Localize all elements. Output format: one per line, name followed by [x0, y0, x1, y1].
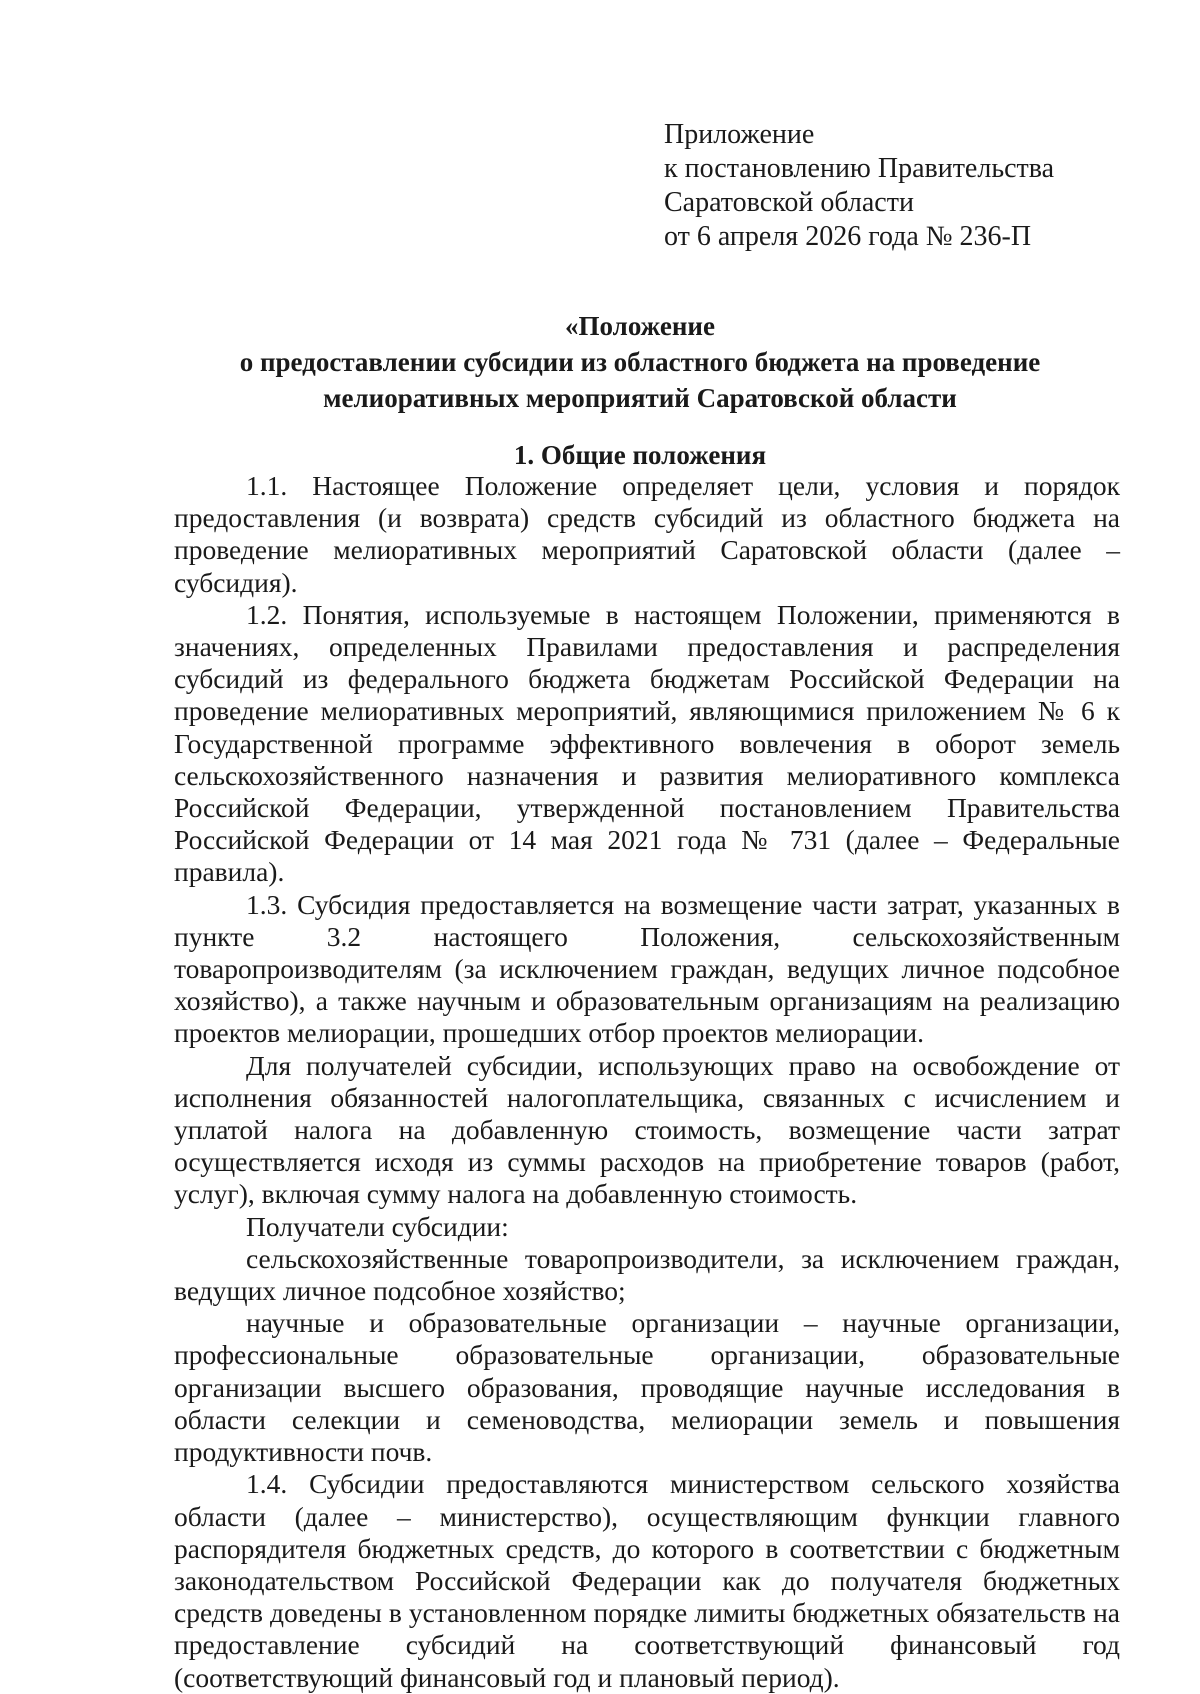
paragraph-vat: Для получателей субсидии, использующих право на освобождение от исполнения обязанностей налогоплательщика, связанных с исчислением и уплатой налога на добавленную стоимость, возмещение части затрат осуществляется исходя из суммы расходов на приобретение товаров (работ, услуг), включая сумму налога на добавленную стоимость. [174, 1049, 1120, 1210]
title-line: о предоставлении субсидии из областного бюджета на проведение [239, 347, 1041, 377]
paragraph-recipients-heading: Получатели субсидии: [246, 1210, 509, 1242]
appendix-block [664, 118, 1054, 254]
body-text [174, 470, 1120, 1694]
appendix-line: к постановлению Правительства [664, 153, 1055, 184]
paragraph-1-4: 1.4. Субсидии предоставляются министерством сельского хозяйства области (далее – министерство), осуществляющим функции главного распорядителя бюджетных средств, до которого в соответствии с бюджетным законодательством Российской Федерации как до получателя бюджетных средств доведены в установленном порядке лимиты бюджетных обязательств на предоставление субсидий на соответствующий финансовый год (соответствующий финансовый год и плановый период). [174, 1468, 1120, 1693]
document-title [160, 308, 1120, 416]
paragraph-1-2: 1.2. Понятия, используемые в настоящем Положении, применяются в значениях, определенных Правилами предоставления и распределения субсидий из федерального бюджета бюджетам Российской Федерации на проведение мелиоративных мероприятий, являющимися приложением № 6 к Государственной программе эффективного вовлечения в оборот земель сельскохозяйственного назначения и развития мелиоративного комплекса Российской Федерации, утвержденной постановлением Правительства Российской Федерации от 14 мая 2021 года № 731 (далее – Федеральные правила). [174, 598, 1120, 888]
appendix-line: Саратовской области [664, 187, 914, 218]
title-line: мелиоративных мероприятий Саратовской области [323, 383, 957, 413]
section-heading: 1. Общие положения [513, 440, 767, 470]
paragraph-recipients-science: научные и образовательные организации – научные организации, профессиональные образовательные организации, образовательные организации высшего образования, проводящие научные исследования в области селекции и семеноводства, мелиорации земель и повышения продуктивности почв. [174, 1307, 1120, 1468]
appendix-line: Приложение [664, 119, 815, 150]
appendix-date-line: от 6 апреля 2026 года № 236-П [664, 221, 1032, 252]
title-line: «Положение [565, 311, 715, 341]
paragraph-recipients-agri: сельскохозяйственные товаропроизводители, за исключением граждан, ведущих личное подсобное хозяйство; [174, 1242, 1120, 1307]
paragraph-1-1: 1.1. Настоящее Положение определяет цели, условия и порядок предоставления (и возврата) средств субсидий из областного бюджета на проведение мелиоративных мероприятий Саратовской области (далее – субсидия). [174, 470, 1120, 598]
paragraph-1-3: 1.3. Субсидия предоставляется на возмещение части затрат, указанных в пункте 3.2 настоящего Положения, сельскохозяйственным товаропроизводителям (за исключением граждан, ведущих личное подсобное хозяйство), а также научным и образовательным организациям на реализацию проектов мелиорации, прошедших отбор проектов мелиорации. [174, 888, 1120, 1049]
